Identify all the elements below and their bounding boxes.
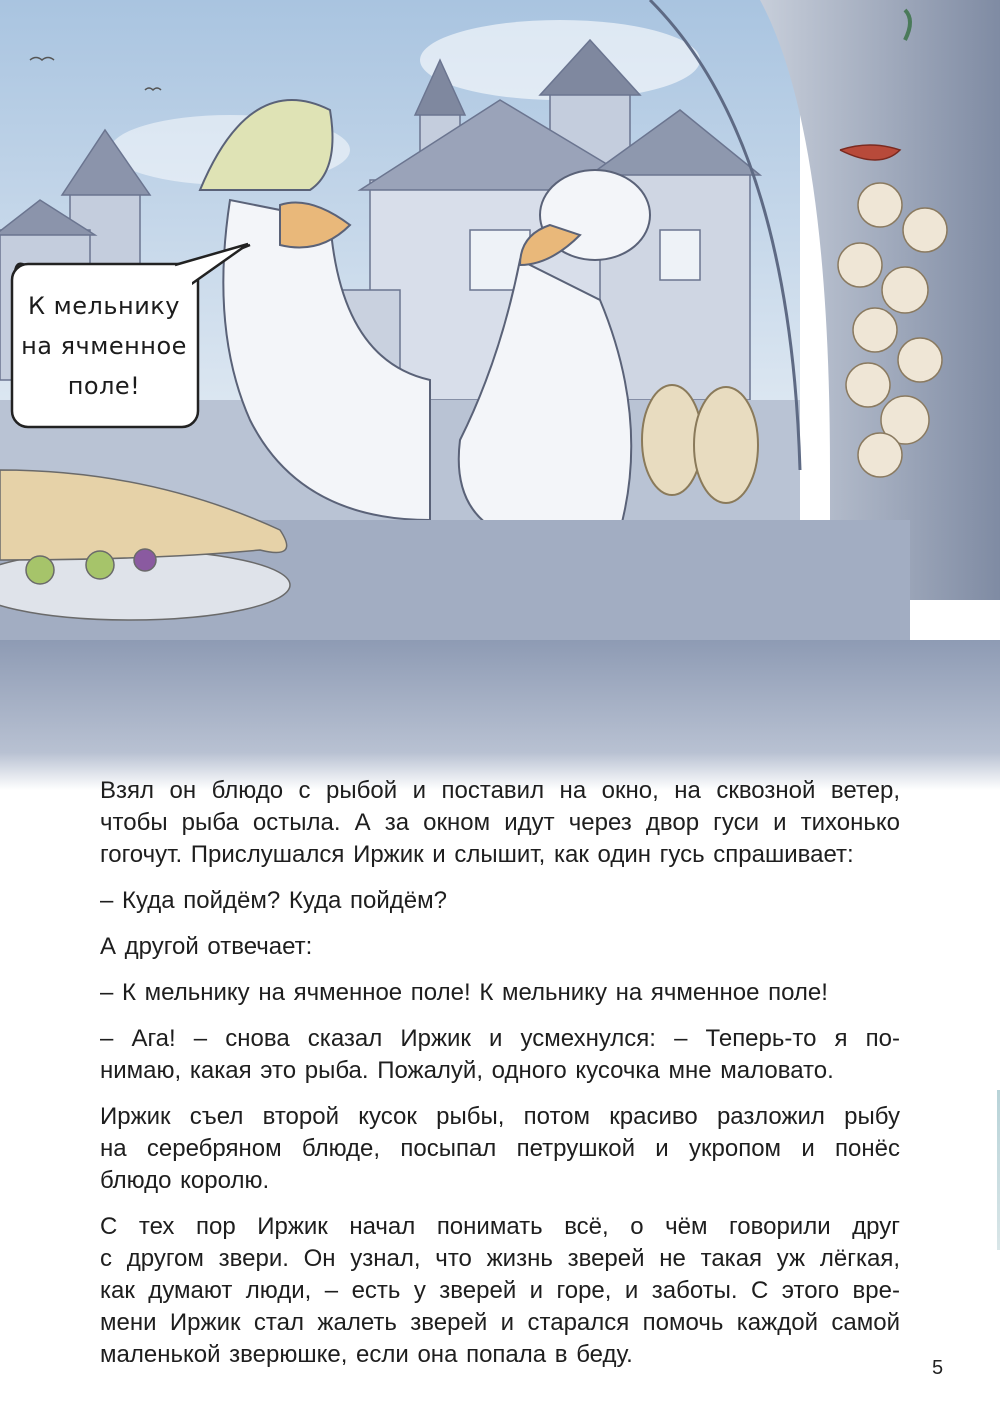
text-line: блюдо королю. [100,1167,270,1194]
text-line: маленькой зверюшке, если она попала в беду. [100,1341,633,1368]
paragraph [100,1211,900,1371]
text-line: Взял он блюдо с рыбой и поставил на окно, на сквозной ветер, [100,777,900,804]
text-line: на серебряном блюде, посыпал петрушкой и укропом и понёс [100,1135,900,1162]
text-line: – Куда пойдём? Куда пойдём? [100,887,447,914]
paragraph [100,931,900,963]
text-line: мени Иржик стал жалеть зверей и старался помочь каждой самой [100,1309,900,1336]
speech-line: К мельнику [27,292,180,320]
paragraph [100,1101,900,1197]
text-line: – Ага! – снова сказал Иржик и усмехнулся: – Теперь-то я по- [100,1025,900,1052]
text-line: А другой отвечает: [100,933,313,960]
text-line: Иржик съел второй кусок рыбы, потом красиво разложил рыбу [100,1103,900,1130]
text-line: гогочут. Прислушался Иржик и слышит, как один гусь спрашивает: [100,841,854,868]
text-line: – К мельнику на ячменное поле! К мельнику на ячменное поле! [100,979,828,1006]
speech-line: на ячменное [21,332,187,360]
text-line: с другом звери. Он узнал, что жизнь зверей не такая уж лёгкая, [100,1245,900,1272]
story-text [100,775,900,1385]
page-number: 5 [932,1357,944,1379]
text-line: чтобы рыба остыла. А за окном идут через двор гуси и тихонько [100,809,900,836]
text-line: нимаю, какая это рыба. Пожалуй, одного кусочка мне маловато. [100,1057,834,1084]
paragraph [100,885,900,917]
paragraph [100,775,900,871]
text-line: С тех пор Иржик начал понимать всё, о чём говорили друг [100,1213,900,1240]
paragraph [100,1023,900,1087]
text-line: как думают люди, – есть у зверей и горе, и заботы. С этого вре- [100,1277,900,1304]
paragraph [100,977,900,1009]
speech-bubble-text [14,286,194,406]
speech-line: поле! [67,372,141,400]
